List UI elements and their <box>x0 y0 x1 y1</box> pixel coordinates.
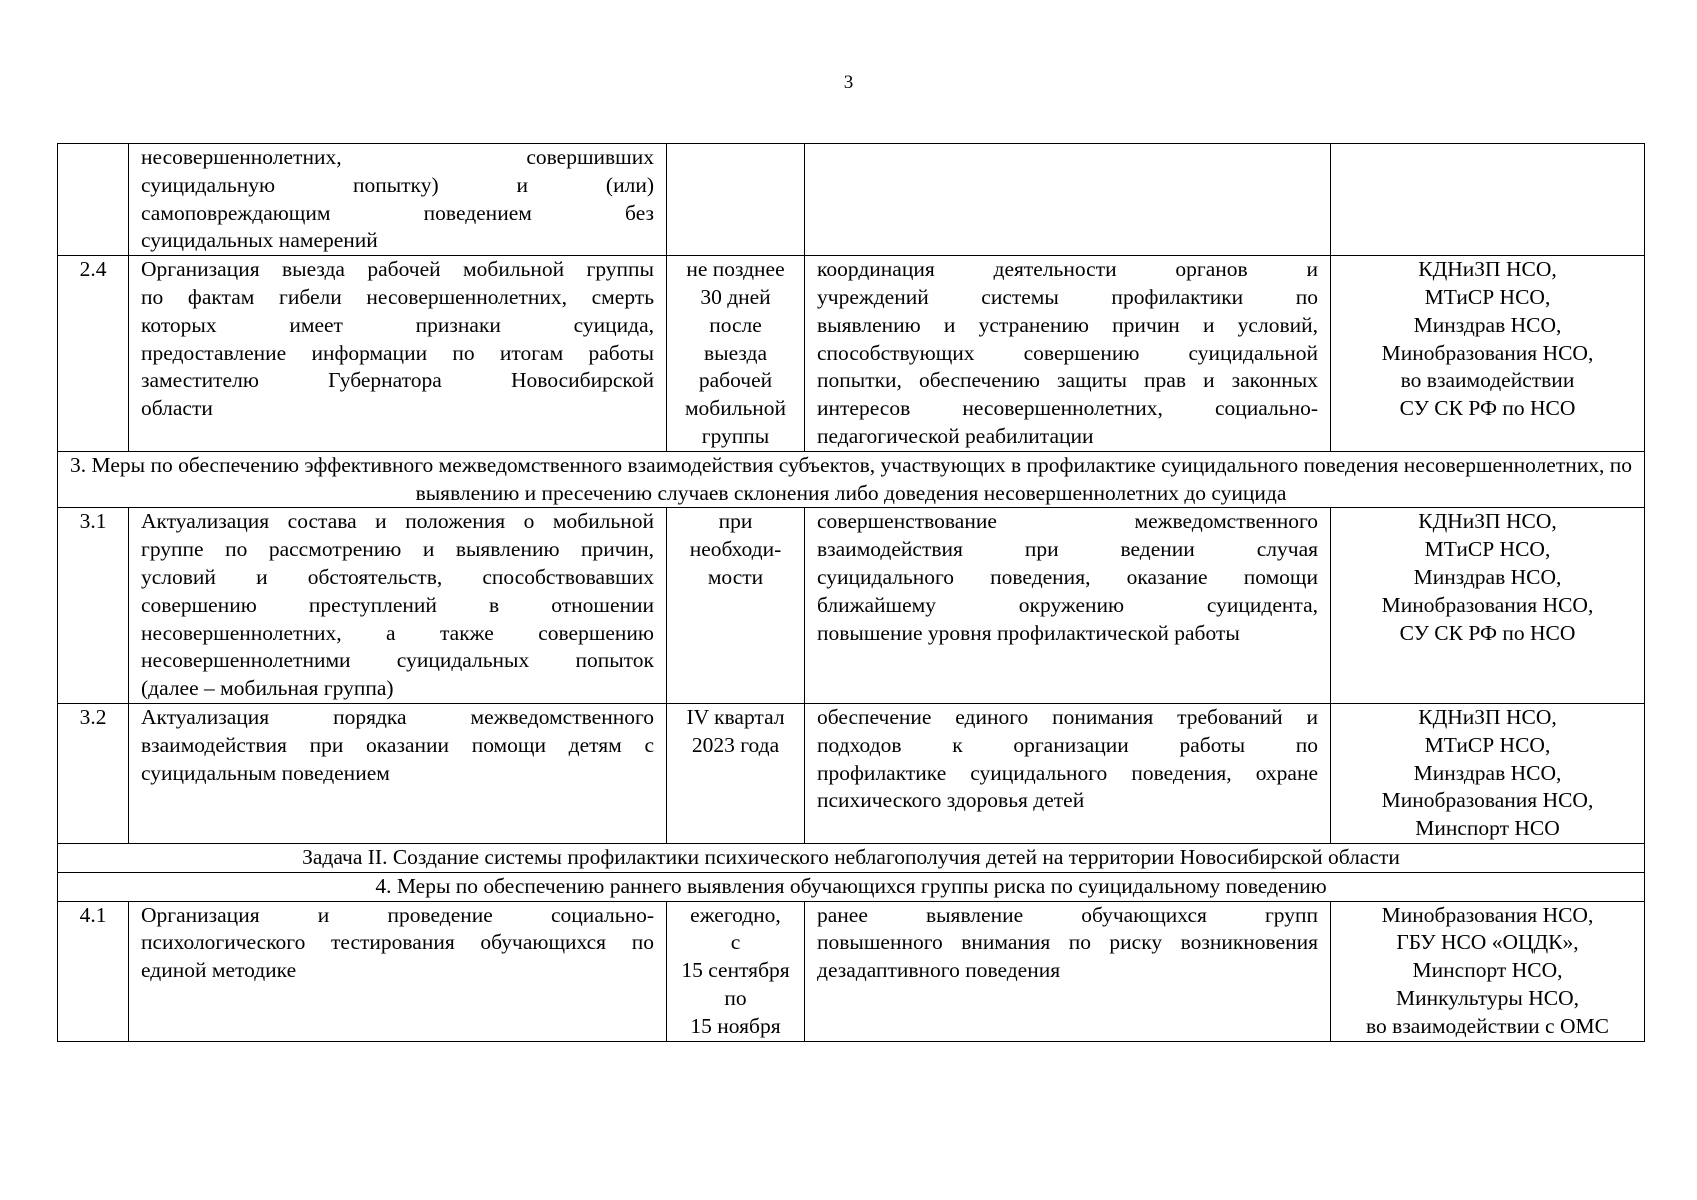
deadline-cell <box>667 703 805 843</box>
section-4-heading: 4. Меры по обеспечению раннего выявления обучающихся группы риска по суицидальному поведению <box>58 872 1645 901</box>
responsible-cell <box>1331 703 1645 843</box>
measures-table <box>57 143 1645 1042</box>
table-row <box>58 256 1645 452</box>
text-line: Минспорт НСО <box>1415 816 1560 841</box>
text-line: рабочей <box>698 368 773 393</box>
text-line: Минкультуры НСО, <box>1396 985 1579 1010</box>
text-line: несовершеннолетних, а также совершению <box>141 620 654 645</box>
text-line: во взаимодействии с ОМС <box>1366 1013 1609 1038</box>
text-line: суицидальную попытку) и (или) <box>141 172 654 197</box>
text-line: условий и обстоятельств, способствовавших <box>141 564 654 589</box>
text-line: несовершеннолетними суицидальных попыток <box>141 648 654 673</box>
text-line: Минобразования НСО, <box>1381 340 1594 365</box>
text-line: СУ СК РФ по НСО <box>1399 396 1576 421</box>
text-line: координация деятельности органов и <box>817 257 1318 282</box>
text-line: не позднее <box>686 257 785 282</box>
text-line: взаимодействия при оказании помощи детям с <box>141 732 654 757</box>
text-line: по <box>724 985 747 1010</box>
text-line: МТиСР НСО, <box>1424 284 1551 309</box>
row-number-cell: 2.4 <box>58 256 129 452</box>
measure-description-cell <box>129 256 667 452</box>
deadline-cell <box>667 901 805 1041</box>
text-line: дезадаптивного поведения <box>817 958 1061 983</box>
text-line: совершению преступлений в отношении <box>141 592 654 617</box>
text-line: Минздрав НСО, <box>1413 564 1562 589</box>
text-line: интересов несовершеннолетних, социально- <box>817 396 1318 421</box>
text-line: Минобразования НСО, <box>1381 592 1594 617</box>
responsible-cell <box>1331 508 1645 704</box>
text-line: способствующих совершению суицидальной <box>817 340 1318 365</box>
page-number: 3 <box>843 72 854 93</box>
text-line: ранее выявление обучающихся групп <box>817 902 1318 927</box>
section-heading-row <box>58 451 1645 508</box>
text-line: КДНиЗП НСО, <box>1418 704 1557 729</box>
row-number-cell: 3.1 <box>58 508 129 704</box>
responsible-cell <box>1331 901 1645 1041</box>
expected-result-cell <box>805 901 1331 1041</box>
text-line: подходов к организации работы по <box>817 732 1318 757</box>
row-number-cell: 4.1 <box>58 901 129 1041</box>
deadline-cell <box>667 508 805 704</box>
table-row <box>58 901 1645 1041</box>
task-2-heading: Задача II. Создание системы профилактики психического неблагополучия детей на территории Новосибирской области <box>58 843 1645 872</box>
measure-description-cell <box>129 901 667 1041</box>
text-line: МТиСР НСО, <box>1424 732 1551 757</box>
text-line: области <box>141 396 213 421</box>
text-line: с <box>730 930 741 955</box>
deadline-cell <box>667 144 805 256</box>
task-heading-row <box>58 843 1645 872</box>
text-line: несовершеннолетних, совершивших <box>141 145 654 169</box>
text-line: Минобразования НСО, <box>1381 788 1594 813</box>
section-3-heading: 3. Меры по обеспечению эффективного межведомственного взаимодействия субъектов, участвующих в профилактике суицидального поведения несовершеннолетних, по выявлению и пресечению случаев склонения либо доведения несовершеннолетних до суицида <box>58 451 1645 508</box>
text-line: взаимодействия при ведении случая <box>817 537 1318 562</box>
text-line: совершенствование межведомственного <box>817 509 1318 534</box>
text-line: заместителю Губернатора Новосибирской <box>141 368 654 393</box>
text-line: профилактике суицидального поведения, охране <box>817 760 1318 785</box>
text-line: СУ СК РФ по НСО <box>1399 620 1576 645</box>
text-line: Минспорт НСО, <box>1412 958 1563 983</box>
text-line: психологического тестирования обучающихся по <box>141 930 654 955</box>
responsible-cell <box>1331 256 1645 452</box>
section-heading-row <box>58 872 1645 901</box>
text-line: группы <box>701 423 770 448</box>
text-line: суицидального поведения, оказание помощи <box>817 564 1318 589</box>
text-line: 15 ноября <box>690 1013 781 1038</box>
row-number-cell <box>58 144 129 256</box>
text-line: самоповреждающим поведением без <box>141 200 654 225</box>
expected-result-cell <box>805 256 1331 452</box>
text-line: Актуализация состава и положения о мобильной <box>141 509 654 534</box>
text-line: суицидальным поведением <box>141 760 390 785</box>
table-row <box>58 144 1645 256</box>
expected-result-cell <box>805 508 1331 704</box>
text-line: педагогической реабилитации <box>817 423 1094 448</box>
table-row <box>58 508 1645 704</box>
table-row <box>58 703 1645 843</box>
text-line: (далее – мобильная группа) <box>141 676 394 701</box>
text-line: попытки, обеспечению защиты прав и законных <box>817 368 1318 393</box>
text-line: выявлению и устранению причин и условий, <box>817 312 1318 337</box>
text-line: Минобразования НСО, <box>1381 902 1594 927</box>
text-line: группе по рассмотрению и выявлению причин, <box>141 537 654 562</box>
text-line: которых имеет признаки суицида, <box>141 312 654 337</box>
text-line: Минздрав НСО, <box>1413 312 1562 337</box>
text-line: 30 дней <box>700 284 771 309</box>
expected-result-cell <box>805 144 1331 256</box>
text-line: суицидальных намерений <box>141 228 378 253</box>
text-line: повышение уровня профилактической работы <box>817 620 1240 645</box>
text-line: ближайшему окружению суицидента, <box>817 592 1318 617</box>
text-line: ГБУ НСО «ОЦДК», <box>1396 930 1579 955</box>
text-line: во взаимодействии <box>1400 368 1575 393</box>
text-line: КДНиЗП НСО, <box>1418 509 1557 534</box>
text-line: обеспечение единого понимания требований и <box>817 704 1318 729</box>
text-line: психического здоровья детей <box>817 788 1085 813</box>
text-line: мобильной <box>684 396 787 421</box>
text-line: КДНиЗП НСО, <box>1418 257 1557 282</box>
text-line: необходи- <box>689 537 782 562</box>
text-line: по фактам гибели несовершеннолетних, смерть <box>141 284 654 309</box>
text-line: выезда <box>704 340 767 365</box>
text-line: после <box>709 312 762 337</box>
text-line: МТиСР НСО, <box>1424 537 1551 562</box>
text-line: учреждений системы профилактики по <box>817 284 1318 309</box>
expected-result-cell <box>805 703 1331 843</box>
measure-description-cell <box>129 508 667 704</box>
text-line: ежегодно, <box>690 902 781 927</box>
text-line: единой методике <box>141 958 297 983</box>
text-line: 15 сентября <box>681 958 790 983</box>
text-line: IV квартал <box>686 704 785 729</box>
responsible-cell <box>1331 144 1645 256</box>
text-line: повышенного внимания по риску возникновения <box>817 930 1318 955</box>
text-line: Организация и проведение социально- <box>141 902 654 927</box>
text-line: предоставление информации по итогам работы <box>141 340 654 365</box>
deadline-cell <box>667 256 805 452</box>
measure-description-cell <box>129 144 667 256</box>
text-line: Актуализация порядка межведомственного <box>141 704 654 729</box>
row-number-cell: 3.2 <box>58 703 129 843</box>
measure-description-cell <box>129 703 667 843</box>
text-line: Минздрав НСО, <box>1413 760 1562 785</box>
text-line: Организация выезда рабочей мобильной группы <box>141 257 654 282</box>
text-line: 2023 года <box>691 732 780 757</box>
text-line: при <box>718 509 753 534</box>
text-line: мости <box>707 564 764 589</box>
